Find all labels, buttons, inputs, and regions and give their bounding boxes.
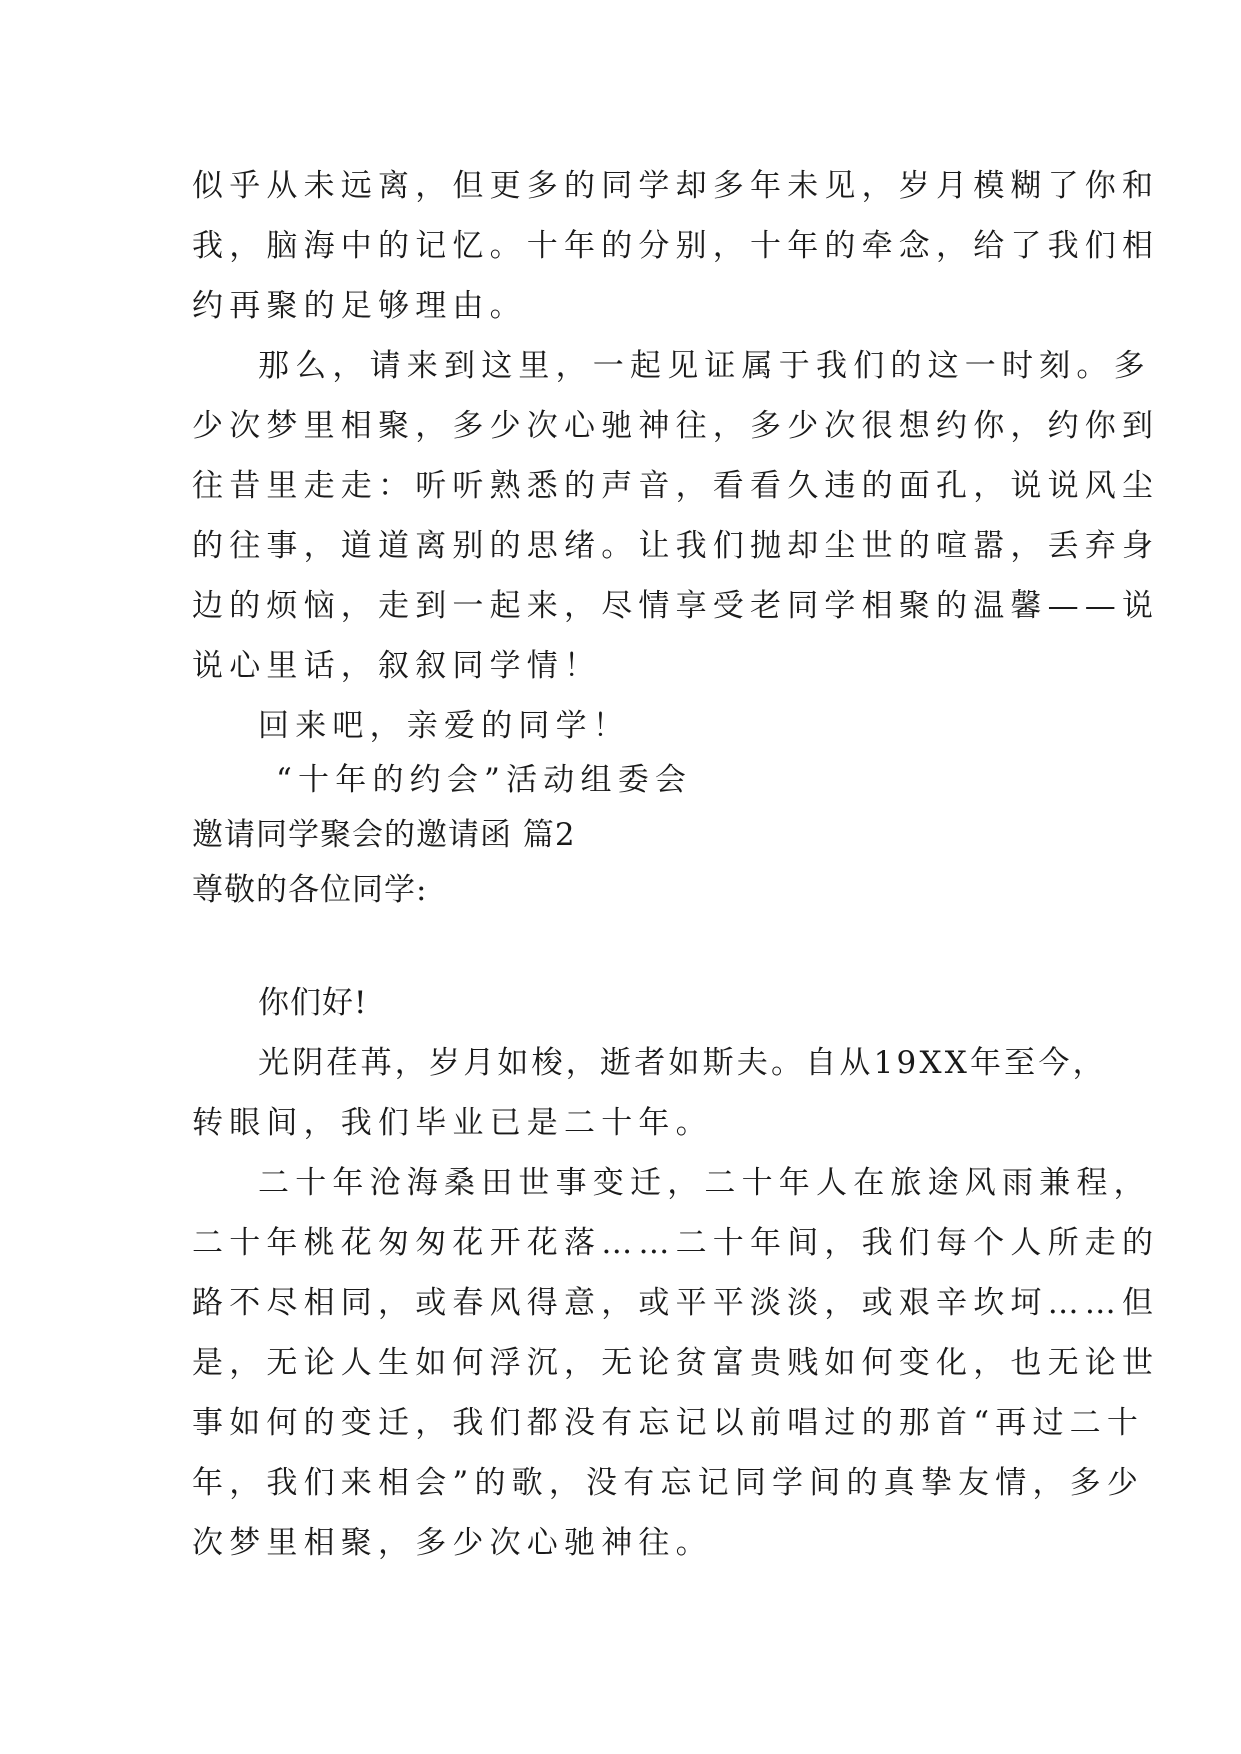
paragraph-line: 那么，请来到这里，一起见证属于我们的这一时刻。多 (258, 348, 1151, 384)
paragraph-line: 次梦里相聚，多少次心驰神往。 (192, 1525, 713, 1561)
paragraph-line: 我，脑海中的记忆。十年的分别，十年的牵念，给了我们相 (192, 228, 1160, 264)
signature-line: “十年的约会”活动组委会 (276, 762, 693, 798)
paragraph-line: 往昔里走走：听听熟悉的声音，看看久违的面孔，说说风尘 (192, 468, 1160, 504)
paragraph-line: 光阴荏苒，岁月如梭，逝者如斯夫。自从19XX年至今， (258, 1045, 1107, 1081)
paragraph-line: 二十年桃花匆匆花开花落……二十年间，我们每个人所走的 (192, 1225, 1160, 1261)
paragraph-line: 是，无论人生如何浮沉，无论贫富贵贱如何变化，也无论世 (192, 1345, 1160, 1381)
greeting: 你们好! (258, 985, 368, 1021)
paragraph-line: 转眼间，我们毕业已是二十年。 (192, 1105, 713, 1141)
paragraph-line: 说心里话，叙叙同学情！ (192, 648, 602, 684)
paragraph-line: 边的烦恼，走到一起来，尽情享受老同学相聚的温馨——说 (192, 588, 1160, 624)
paragraph-line: 事如何的变迁，我们都没有忘记以前唱过的那首“再过二十 (192, 1405, 1145, 1441)
paragraph-line: 二十年沧海桑田世事变迁，二十年人在旅途风雨兼程， (258, 1165, 1151, 1201)
paragraph-line: 的往事，道道离别的思绪。让我们抛却尘世的喧嚣，丢弃身 (192, 528, 1160, 564)
section-heading: 邀请同学聚会的邀请函 篇2 (192, 817, 576, 853)
salutation: 尊敬的各位同学: (192, 872, 428, 908)
paragraph-line: 年，我们来相会”的歌，没有忘记同学间的真挚友情，多少 (192, 1465, 1145, 1501)
paragraph-line: 少次梦里相聚，多少次心驰神往，多少次很想约你，约你到 (192, 408, 1160, 444)
paragraph-line: 似乎从未远离，但更多的同学却多年未见，岁月模糊了你和 (192, 168, 1160, 204)
paragraph-line: 路不尽相同，或春风得意，或平平淡淡，或艰辛坎坷……但 (192, 1285, 1160, 1321)
closing-line: 回来吧，亲爱的同学！ (258, 708, 630, 744)
paragraph-line: 约再聚的足够理由。 (192, 288, 527, 324)
